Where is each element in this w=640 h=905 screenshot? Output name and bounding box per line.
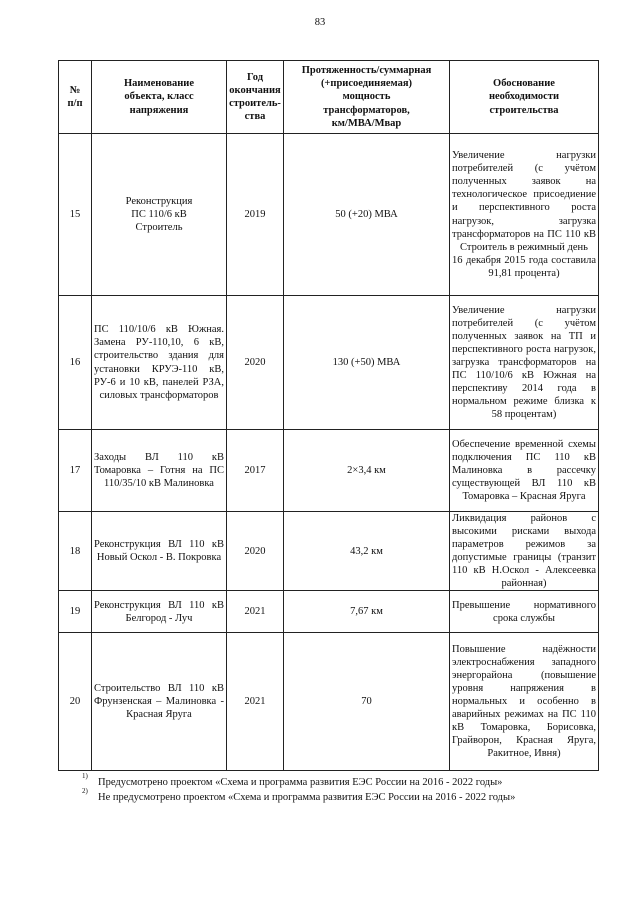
footnote-text: Предусмотрено проектом «Схема и программа развития ЕЭС России на 2016 - 2022 годы» bbox=[98, 777, 503, 788]
footnote-mark: 2) bbox=[82, 786, 88, 795]
cell-justification: Ликвидация районов с высокими рисками выхода параметров режимов за допустимые границы (транзит 110 кВ Н.Оскол - Алексеевка районная) bbox=[450, 512, 599, 591]
cell-completion-year: 2021 bbox=[227, 633, 284, 771]
cell-capacity: 50 (+20) МВА bbox=[284, 134, 450, 296]
cell-completion-year: 2020 bbox=[227, 296, 284, 430]
cell-number: 17 bbox=[59, 430, 92, 512]
footnote-1 bbox=[82, 772, 602, 790]
cell-object-name: Строительство ВЛ 110 кВ Фрунзенская – Малиновка - Красная Яруга bbox=[92, 633, 227, 771]
header-number: № п/п bbox=[59, 61, 92, 134]
cell-number: 18 bbox=[59, 512, 92, 591]
table-row bbox=[59, 512, 599, 591]
header-justification: Обоснование необходимости строительства bbox=[450, 61, 599, 134]
cell-object-name: Реконструкция ВЛ 110 кВ Белгород - Луч bbox=[92, 591, 227, 633]
table-row bbox=[59, 134, 599, 296]
construction-table bbox=[58, 60, 599, 771]
cell-number: 20 bbox=[59, 633, 92, 771]
table-header-row bbox=[59, 61, 599, 134]
cell-object-name: ПС 110/10/6 кВ Южная. Замена РУ-110,10, 6 кВ, строительство здания для установки КРУЭ-110 кВ, РУ-6 и 10 кВ, панелей РЗА, силовых трансформаторов bbox=[92, 296, 227, 430]
cell-capacity: 43,2 км bbox=[284, 512, 450, 591]
footnotes bbox=[82, 772, 602, 805]
cell-capacity: 130 (+50) МВА bbox=[284, 296, 450, 430]
page-number: 83 bbox=[314, 17, 326, 28]
cell-completion-year: 2021 bbox=[227, 591, 284, 633]
cell-capacity: 70 bbox=[284, 633, 450, 771]
cell-justification: Повышение надёжности электроснабжения западного энергорайона (повышение уровня напряжения в нормальных и особенно в аварийных режимах на ПС 110 кВ Томаровка, Борисовка, Грайворон, Красная Яруга, Ракитное, Ивня) bbox=[450, 633, 599, 771]
cell-completion-year: 2020 bbox=[227, 512, 284, 591]
footnote-text: Не предусмотрено проектом «Схема и программа развития ЕЭС России на 2016 - 2022 годы» bbox=[98, 791, 516, 803]
cell-object-name: Заходы ВЛ 110 кВ Томаровка – Готня на ПС 110/35/10 кВ Малиновка bbox=[92, 430, 227, 512]
cell-justification: Превышение нормативного срока службы bbox=[450, 591, 599, 633]
cell-number: 15 bbox=[59, 134, 92, 296]
cell-completion-year: 2017 bbox=[227, 430, 284, 512]
cell-number: 16 bbox=[59, 296, 92, 430]
cell-object-name: Реконструкция ВЛ 110 кВ Новый Оскол - В. Покровка bbox=[92, 512, 227, 591]
cell-justification: Увеличение нагрузки потребителей (с учётом полученных заявок на технологическое присоедиение и перспективного роста нагрузок, загрузка трансформаторов на ПС 110 кВ Строитель в режимный день 16 декабря 2015 года составила 91,81 процента) bbox=[450, 134, 599, 296]
cell-justification: Увеличение нагрузки потребителей (с учётом полученных заявок на ТП и перспективного роста нагрузок, загрузка трансформаторов на ПС 110/10/6 кВ Южная на перспективу 2014 года в нормальном режиме близка к 58 процентам) bbox=[450, 296, 599, 430]
header-object-name: Наименование объекта, класс напряжения bbox=[92, 61, 227, 134]
footnote-2 bbox=[82, 786, 602, 805]
cell-capacity: 7,67 км bbox=[284, 591, 450, 633]
footnote-mark: 1) bbox=[82, 772, 88, 780]
header-capacity: Протяженность/суммарная (+присоединяемая) мощность трансформаторов, км/МВА/Мвар bbox=[284, 61, 450, 134]
table-row bbox=[59, 591, 599, 633]
cell-capacity: 2×3,4 км bbox=[284, 430, 450, 512]
table-row bbox=[59, 296, 599, 430]
cell-number: 19 bbox=[59, 591, 92, 633]
table-row bbox=[59, 633, 599, 771]
cell-object-name: Реконструкция ПС 110/6 кВ Строитель bbox=[92, 134, 227, 296]
header-completion-year: Год окончания строитель- ства bbox=[227, 61, 284, 134]
cell-completion-year: 2019 bbox=[227, 134, 284, 296]
cell-justification: Обеспечение временной схемы подключения ПС 110 кВ Малиновка в рассечку существующей ВЛ 110 кВ Томаровка – Красная Яруга bbox=[450, 430, 599, 512]
table-row bbox=[59, 430, 599, 512]
